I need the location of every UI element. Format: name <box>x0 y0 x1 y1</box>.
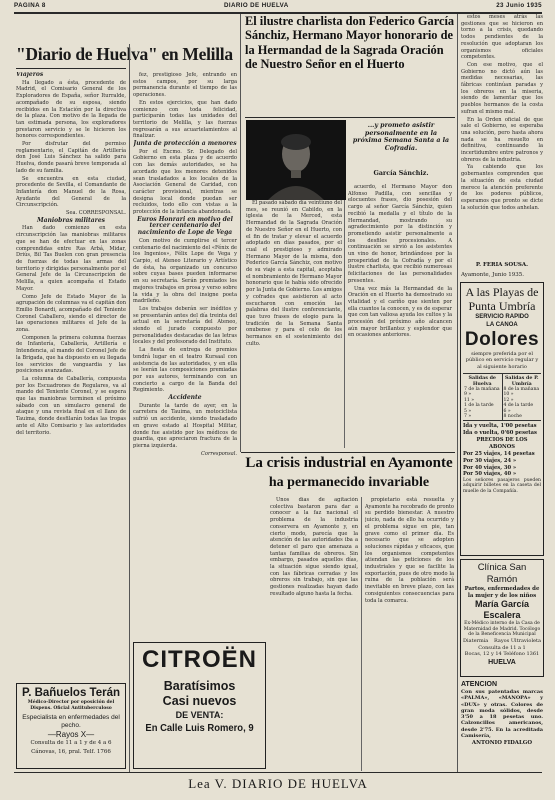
caption-signature: García Sánchiz. <box>373 170 429 177</box>
section-title-menores: Junta de protección a menores <box>133 140 237 148</box>
ad-line: LA CANOA <box>486 322 518 328</box>
ad-doctor-name: P. Bañuelos Terán <box>22 687 120 699</box>
column-divider <box>361 497 362 771</box>
ad-citroen <box>133 642 266 769</box>
signature: P. FERIA SOUSA. <box>475 262 529 268</box>
paragraph: Los trabajos deberán ser inéditos y se presentarán antes del día treinta del actual en la secretaría del Ateneo, siendo el jurado compuesto por personalidades destacadas de las letras locales y del profesorado del Instituto. <box>133 305 237 346</box>
clinic-name: Clínica San Ramón <box>477 562 527 585</box>
ad-line: —Rayos X— <box>47 730 95 739</box>
paragraph: Unos días de agitación colectiva bastaron para dar a conocer a la faz nacional el problema de la industria conservera en Ayamonte y, en cierto modo, parecía que la atención de las autoridades iba a detener el paro que amenaza a tantas familias de obreros. Sin embargo, pasados aquellos días, la situación sigue siendo igual, con las fábricas cerradas y los obreros sin trabajo, sin que las gestiones realizadas hayan dado resultado alguno hasta la fecha. <box>270 497 358 597</box>
paragraph: acuerdo, el Hermano Mayor don Alfonso Padilla, con sencillas y elocuentes frases, dio posesión del cargo al señor García Sánchiz, quien recibió la medalla y el título de la Hermandad, mostrando su agradecimiento por la distinción y prometiendo asistir personalmente a los desfiles procesionales. A continuación se sirvió a los asistentes un vino de honor, brindándose por la prosperidad de la Cofradía y por el ilustre charlista, que recibió numerosas felicitaciones de las personalidades presentes. <box>348 184 452 284</box>
crisis-headline: La crisis industrial en Ayamonte <box>245 455 453 471</box>
paragraph: Por disfrutar del permiso reglamentario, el Capitán de Artillería don José Luis Sánchez ha salido para Huelva, donde pasará breve temporada al lado de su familia. <box>16 141 126 174</box>
portrait-image <box>246 120 346 200</box>
paper-name: DIARIO DE HUELVA <box>224 2 289 9</box>
ad-line: Casi nuevos <box>162 694 237 708</box>
ad-note: Los señores pasajeros pueden adquirir billetes en la caseta del muelle de la Compañía. <box>463 477 541 494</box>
clinic-line: Partos, enfermedades de la mujer y de los niños <box>464 586 540 599</box>
section-title-viajeros: Viajeros <box>16 72 44 78</box>
masthead-rule <box>16 68 126 69</box>
schedule-times: 7 de la mañana 9 » 11 » 1 de la tarde 5 » 7 » <box>464 386 500 419</box>
ad-line: En Calle Luis Romero, 9 <box>145 722 254 734</box>
ad-line: DE VENTA: <box>175 710 224 720</box>
issue-date: 23 Junio 1935 <box>496 2 542 9</box>
ad-clinic <box>460 559 544 677</box>
crisis-subheadline: ha permanecido invariable <box>268 475 430 490</box>
ad-brand: CITROËN <box>142 646 257 673</box>
ad-line: Especialista en enfermedades del pecho. <box>22 714 120 729</box>
price-line: Por 40 viajes, 30 » <box>463 464 517 471</box>
column-divider <box>129 44 130 772</box>
clinic-city: HUELVA <box>488 658 516 666</box>
section-title-accidente: Accidente <box>168 394 202 402</box>
clinic-line: Ex-Médico interno de la Casa de Maternidad de Madrid. Tocólogo de la Beneficencia Municipal <box>463 621 541 638</box>
ad-line: Baratísimos <box>163 679 236 693</box>
schedule-times: 8 de la mañana 10 » 12 » 4 de la tarde 6 » 8 noche <box>503 386 540 419</box>
paragraph: Han dado comienzo en esta circunscripción las maniobras militares que se han de efectuar en las zonas comprendidas entre Ras Arbá, Midar, Driús, Bil Tas Buelen con gran presencia de fuerzas de todas las armas del territorio y dirigidas personalmente por el General Jefe de la Circunscripción de Melilla, a quien acompaña el Estado Mayor. <box>16 225 126 292</box>
page-number: PAGINA 8 <box>14 2 46 9</box>
crisis-column-1 <box>270 497 358 771</box>
paragraph: Ya cabiendo que los gobernantes comprenden que la situación de esta ciudad merece la atención preferente de los poderes públicos, esperamos que pronto se dicte la solución que todos anhelan. <box>461 164 543 211</box>
paragraph: Durante la tarde de ayer, en la carretera de Tauima, un motociclista sufrió un accidente, siendo trasladado en grave estado al Hospital Militar, donde fue asistido por los médicos de guardia, que apreciaron fractura de la pierna izquierda. <box>133 402 237 449</box>
price-line: Ida y vuelta, 1'00 pesetas <box>463 423 537 430</box>
ad-banuelos <box>16 683 126 769</box>
section-title-lope: Euros Honrari en motivo del tercer centenario del nacimiento de Lope de Vega <box>137 215 233 237</box>
price-line: Por 50 viajes, 40 » <box>463 471 517 478</box>
ad-title: ATENCION <box>461 681 498 688</box>
ad-text: Con sus patentadas marcas «PALMA», «MANOPA» y «DUX» y otras. Colores de gran moda sólidos, desde 3'50 a 18 pesetas uno. Calzoncillos americanos, desde 2'75. En la acreditada Camisería, <box>461 689 543 740</box>
schedule-header: Salidas de P. Umbría <box>504 374 539 387</box>
clinic-service: Rayos Ultravioleta <box>493 637 541 644</box>
ad-line: Punta Umbría <box>468 299 536 313</box>
signature: Corresponsal. <box>201 450 237 457</box>
paragraph: Componen la primera columna fuerzas de Infantería, Caballería, Artillería e Intendencia, al mando del Coronel Jefe de la Brigada, que ha dispuesto en su llegada los servicios de vanguardia y las posiciones avanzadas. <box>16 334 126 375</box>
portrait-caption: ...y prometo asistir personalmente en la próxima Semana Santa a la Cofradía. <box>352 122 450 152</box>
schedule-col-umbria <box>503 374 542 420</box>
paragraph: estos meses atrás las gestiones que se hicieron en torno a la crisis, quedando todos pendientes de la resolución que adoptaran los organismos oficiales competentes. <box>461 14 543 61</box>
clinic-services <box>463 638 541 645</box>
clinic-service: Diatermia <box>463 637 489 644</box>
paragraph: Con motivo de cumplirse el tercer centenario del nacimiento del «Fénix de los Ingenios», Félix Lope de Vega y Carpio, el Ateneo Literario y Artístico de ésta, ha organizado un concurso sobre cuyas bases pueden informarse en su secretaría. Serán premiados los mejores trabajos en prosa y verso sobre la vida y la obra del insigne poeta madrileño. <box>133 237 237 305</box>
crisis-rule <box>241 452 455 453</box>
feature-headline: El ilustre charlista don Federico García Sánchiz, Hermano Mayor honorario de la Hermandad de la Sagrada Oración de Nuestro Señor en el Huerto <box>245 14 455 72</box>
signature: Sea. CORRESPONSAL. <box>66 210 126 217</box>
paragraph: La fiesta de entrega de premios tendrá lugar en el teatro Kursaal con asistencia de las autoridades, y en ella se leerán las composiciones premiadas por sus autores, terminando con un concierto a cargo de la Banda del Regimiento. <box>133 347 237 394</box>
feature-column-1 <box>246 200 342 448</box>
ad-line: Médico-Director por oposición del Dispens. Oficial Antituberculoso <box>27 700 115 711</box>
ad-line: Consulta de 11 a 1 y de 4 a 6 <box>30 740 112 746</box>
column-divider <box>240 14 241 452</box>
ad-brand: Dolores <box>464 329 540 350</box>
ad-dolores <box>460 282 544 556</box>
paragraph: En estos ejercicios, que han dado comienzo con toda felicidad, participarán todas las unidades del territorio de Melilla, y las fuerzas regresarán a sus acuartelamientos al finalizar. <box>133 99 237 140</box>
ad-line: A las Playas de <box>465 285 539 299</box>
paragraph: La columna de Caballería, compuesta por los Escuadrones de Regulares, va al mando del Teniente Coronel, y se espera que las maniobras terminen el próximo sábado con un simulacro general de ataque y una revista final en el llano de Tauima, donde desfilarán todas las tropas ante el Alto Comisario y las autoridades del territorio. <box>16 375 126 436</box>
paragraph: Ha llegado a ésta, procedente de Madrid, el Comisario General de los Exploradores de España, señor Iturralde, acompañado de su esposa, siendo recibidos en la Estación por la directiva de la plaza. Con motivo de la llegada de tan estimada persona, los exploradores prestaron servicio y se le hicieron los honores correspondientes. <box>16 79 126 140</box>
ad-line: SERVICIO RAPIDO <box>475 314 529 320</box>
paragraph: Una vez más la Hermandad de la Oración en el Huerto ha demostrado su vitalidad y el cariño que sienten por ella cuantos la conocen, y es de esperar que con tan valiosa ayuda los cultos y la procesión del próximo año alcancen aún mayor brillantez y esplendor que en ocasiones anteriores. <box>348 285 452 339</box>
portrait-photo <box>246 120 346 200</box>
ad-line: Cánovas, 16, pral. Telf. 1766 <box>31 749 111 755</box>
paragraph: Por el Excmo. Sr. Delegado del Gobierno en esta plaza y de acuerdo con las demás autoridades, se ha acordado que los menores detenidos sean trasladados a los locales de la Asociación General de Caridad, con carácter provisional, mientras se designa local donde puedan ser recluidos, todo ello con vistas a la protección de la infancia abandonada. <box>133 148 237 216</box>
paragraph: El pasado sábado día veintiuno del mes, se reunió en Cabildo, en la iglesia de la Merced, esta Hermandad de la Sagrada Oración de Nuestro Señor en el Huerto, con el fin de tratar y elevar el acuerdo adoptado en días pasados, por el cual el prestigioso y admirado Hermano Mayor de la misma, don Federico García Sánchiz, con motivo de su viaje a esta capital, aceptaba el nombramiento de Hermano Mayor honorario que le había sido ofrecido por la Junta de Gobierno. Los amigos y cofrades que asistieron al acto escucharon con emoción las palabras del ilustre conferenciante, que tuvo frases de elogio para la tradición de la Semana Santa onubense y para el celo de los hermanos en el sostenimiento del culto. <box>246 200 342 347</box>
section-title-maniobras: Maniobras militares <box>36 216 106 224</box>
price-line: Por 25 viajes, 14 pesetas <box>463 451 535 458</box>
price-line: Por 30 viajes, 24 » <box>463 457 517 464</box>
ad-signature: ANTONIO FIDALGO <box>471 740 533 747</box>
feature-column-2 <box>348 184 452 448</box>
dateline: Ayamonte, Junio 1935. <box>461 272 525 278</box>
crisis-column-2 <box>365 497 454 771</box>
paragraph: Se encuentra en esta ciudad, procedente de Sevilla, el Comandante de Infantería don Manuel de la Rosa, Ayudante del General de la Circunscripción. <box>16 175 126 209</box>
footer-slogan: Lea V. DIARIO DE HUELVA <box>188 776 368 791</box>
schedule-table <box>463 373 541 421</box>
column-2-text <box>133 72 237 638</box>
clinic-line: Bocas, 12 y 14 Teléfono 1361 <box>464 651 540 658</box>
paragraph: En la Orden oficial de que sale el Gobierno, se esperaba una solución, pero hasta ahora nada se ha resuelto en definitiva, continuando la incertidumbre entre patronos y obreros de la industria. <box>461 116 543 163</box>
column-4-text <box>461 14 543 258</box>
paragraph: fez, prestigioso Jefe, entrando en estos campos, por su larga permanencia durante el tiempo de las operaciones. <box>133 72 237 99</box>
clinic-doctor: María García Escalera <box>474 599 530 621</box>
column-divider <box>344 200 345 448</box>
section-masthead: "Diario de Huelva" en Melilla <box>16 44 233 64</box>
price-heading: PRECIOS DE LOS ABONOS <box>476 437 528 451</box>
footer-rule <box>14 772 542 773</box>
running-head <box>14 2 542 12</box>
paragraph: Con ese motivo, que el Gobierno no dictó aún las medidas necesarias, las fábricas continúan paradas y los obreros en la miseria, siendo de lamentar que los pueblos hermanos de la costa sufran el mismo mal. <box>461 61 543 115</box>
column-divider <box>457 14 458 772</box>
clinic-line: Consulta de 11 a 1 <box>478 644 526 651</box>
feature-rule <box>245 117 455 118</box>
column-1-text <box>16 72 126 682</box>
paragraph: propietario está resuelta y Ayamonte ha recobrado de pronto su perdido bienestar. A nuestro juicio, nada de ello ha ocurrido y el problema sigue en pie, tan grave como el primer día. Es necesario que se adopten soluciones rápidas y eficaces, que los organismos competentes atiendan las peticiones de los industriales y que se facilite la exportación, pues de otro modo la ruina de la población será inevitable en breve plazo, con las consiguientes consecuencias para toda la comarca. <box>365 497 454 604</box>
schedule-col-huelva <box>463 374 503 420</box>
price-line: Ida o vuelta, 0'60 pesetas <box>463 430 537 437</box>
schedule-header: Salidas de Huelva <box>468 374 496 387</box>
paragraph: Como Jefe de Estado Mayor de la agrupación de columnas va el capitán don Emilio Bonardi, acompañado del Teniente Coronel Caballero, siendo el director de las operaciones militares el Jefe de la zona. <box>16 293 126 334</box>
ad-line: siempre preferida por el público en servicio regular y al siguiente horario <box>465 351 539 370</box>
ad-atencion <box>461 680 543 772</box>
